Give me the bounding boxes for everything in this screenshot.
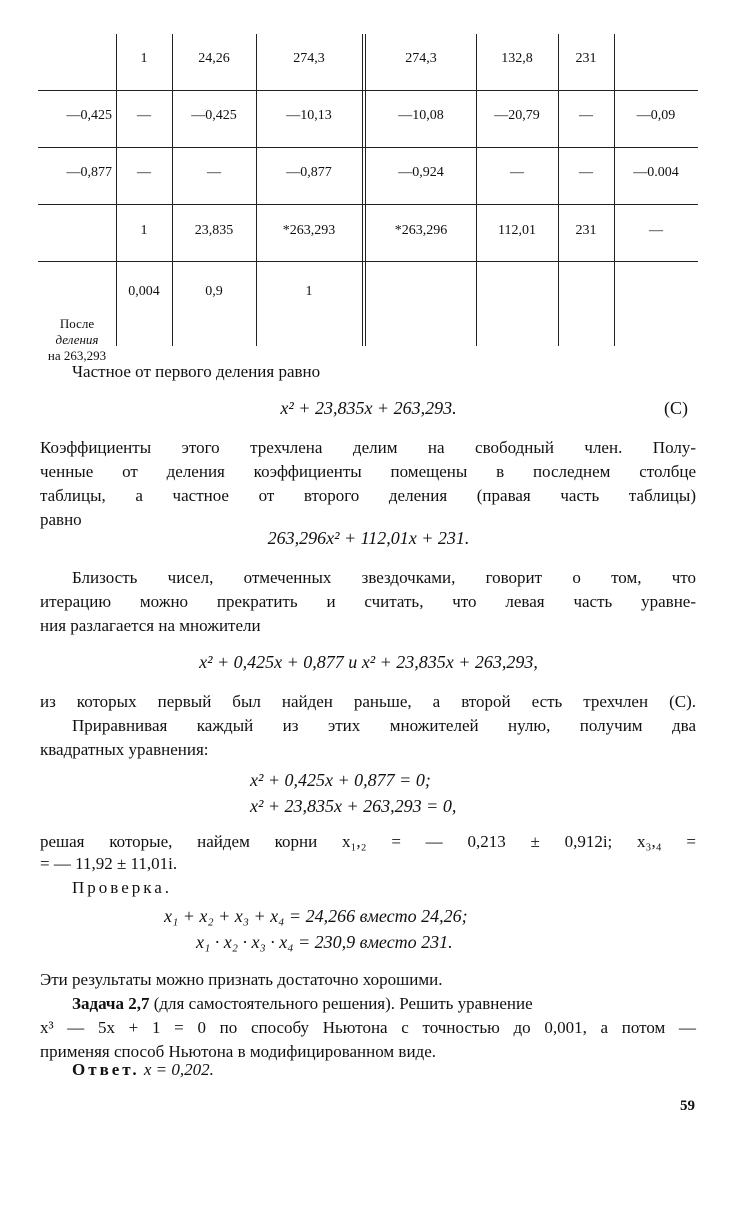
table-cell: 24,26 (198, 51, 230, 66)
column-divider (558, 34, 559, 346)
table-cell: 112,01 (498, 223, 536, 238)
table-cell: *263,293 (282, 223, 336, 238)
table-cell: — (137, 108, 151, 123)
table-cell: 274,3 (405, 51, 437, 66)
page-number: 59 (680, 1098, 695, 1114)
paragraph-line: Эти результаты можно признать достаточно хорошими. (40, 970, 443, 989)
after-division-label: После деления на 263,293 (47, 316, 107, 363)
paragraph-line: ченные от деления коэффициенты помещены в последнем столбце (40, 462, 696, 481)
table-cell: —0,425 (191, 108, 237, 123)
table-cell: —0,877 (66, 165, 112, 180)
table-cell: 1 (305, 284, 313, 299)
table-cell: —10,13 (286, 108, 332, 123)
column-double-divider (362, 34, 366, 346)
table-cell: —0.004 (633, 165, 679, 180)
table-cell: 23,835 (194, 223, 234, 238)
check-label: Проверка. (72, 878, 173, 897)
table-cell: 1 (140, 51, 148, 66)
table-cell: — (579, 165, 593, 180)
table-cell: —0,425 (66, 108, 112, 123)
table-cell: —0,924 (398, 165, 444, 180)
table-cell: — (579, 108, 593, 123)
task-label: Задача 2,7 (72, 994, 150, 1013)
row-divider (38, 147, 698, 148)
paragraph-line: Близость чисел, отмеченных звездочками, говорит о том, что (72, 568, 696, 587)
table-cell: 231 (575, 223, 597, 238)
table-cell: — (137, 165, 151, 180)
row-divider (38, 261, 698, 262)
table-cell: 0,004 (128, 284, 160, 299)
table-cell: —20,79 (494, 108, 540, 123)
paragraph-line: равно (40, 510, 82, 529)
formula: x₁ + x₂ + x₃ + x₄ = 24,266 вместо 24,26; (164, 906, 468, 926)
formula-tag: (С) (664, 398, 688, 418)
table-cell: —0,09 (636, 108, 676, 123)
task-line: Задача 2,7 (для самостоятельного решения). Решить уравнение (72, 994, 533, 1013)
row-divider (38, 90, 698, 91)
formula: x² + 0,425x + 0,877 = 0; (250, 770, 431, 790)
table-cell: 1 (140, 223, 148, 238)
table-cell: — (649, 223, 663, 238)
paragraph-line: применяя способ Ньютона в модифицированном виде. (40, 1042, 436, 1061)
row-divider (38, 204, 698, 205)
paragraph-line: квадратных уравнения: (40, 740, 209, 759)
column-divider (476, 34, 477, 346)
table-cell: 231 (575, 51, 597, 66)
paragraph-line: из которых первый был найден раньше, а второй есть трехчлен (С). (40, 692, 696, 711)
iteration-table (38, 34, 698, 363)
table-cell: — (207, 165, 221, 180)
paragraph-line: итерацию можно прекратить и считать, что левая часть уравне- (40, 592, 696, 611)
paragraph-line: ния разлагается на множители (40, 616, 261, 635)
paragraph-line: x³ — 5x + 1 = 0 по способу Ньютона с точностью до 0,001, а потом — (40, 1018, 696, 1037)
formula-c: x² + 23,835x + 263,293. (280, 398, 457, 418)
answer-label: Ответ. (72, 1060, 140, 1079)
table-cell: — (510, 165, 524, 180)
formula: x₁ · x₂ · x₃ · x₄ = 230,9 вместо 231. (196, 932, 453, 952)
paragraph-line: таблицы, а частное от второго деления (правая часть таблицы) (40, 486, 696, 505)
table-cell: —10,08 (398, 108, 444, 123)
paragraph-line: решая которые, найдем корни x₁,₂ = — 0,213 ± 0,912i; x₃,₄ = (40, 832, 696, 851)
table-cell: —0,877 (286, 165, 332, 180)
table-cell: 274,3 (293, 51, 325, 66)
table-cell: 0,9 (205, 284, 223, 299)
table-cell: *263,296 (394, 223, 448, 238)
paragraph: Частное от первого деления равно (72, 362, 321, 381)
paragraph-line: Приравнивая каждый из этих множителей нулю, получим два (72, 716, 696, 735)
column-divider (614, 34, 615, 346)
paragraph-line: Коэффициенты этого трехчлена делим на свободный член. Полу- (40, 438, 696, 457)
paragraph-line: = — 11,92 ± 11,01i. (40, 854, 178, 873)
table-cell: 132,8 (501, 51, 533, 66)
formula: x² + 23,835x + 263,293 = 0, (250, 796, 457, 816)
formula: 263,296x² + 112,01x + 231. (267, 528, 470, 548)
formula: x² + 0,425x + 0,877 и x² + 23,835x + 263,293, (199, 652, 538, 672)
answer-line: Ответ. x = 0,202. (72, 1060, 214, 1079)
